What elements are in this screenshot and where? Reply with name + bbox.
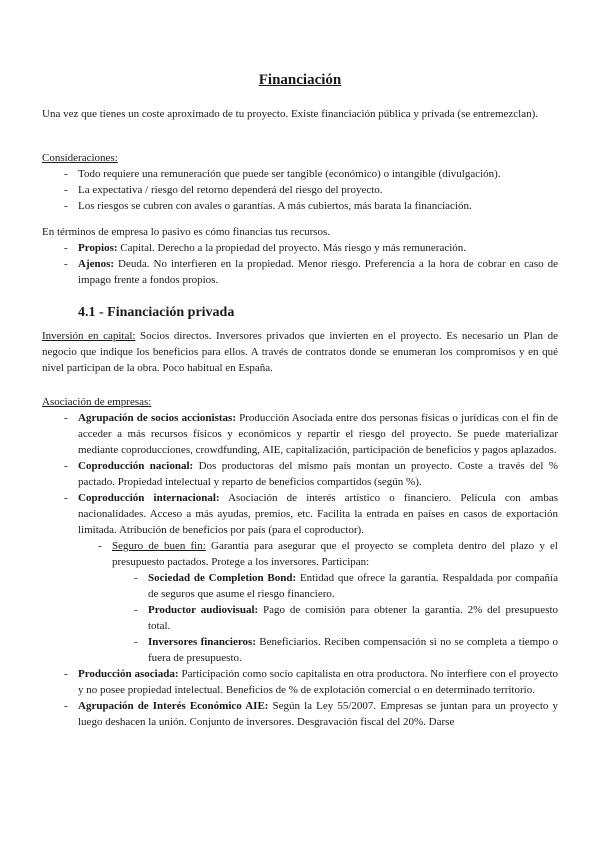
list-item (132, 602, 558, 634)
seguro-buen-fin-list (96, 538, 558, 666)
list-item-text: Garantía para asegurar que el proyecto se completa dentro del plazo y el presupuesto pactados. Protege a los inversores. Participan: (112, 540, 558, 568)
list-item (62, 458, 558, 490)
asociacion-empresas-heading (42, 394, 558, 410)
list-item-text: Participación como socio capitalista en otra productora. No interfiere con el proyecto y no posee propiedad intelectual. Beneficios de % de explotación comercial o en determinado territorio. (78, 668, 558, 696)
term-label: Ajenos: (78, 258, 115, 270)
term-label: Productor audiovisual: (148, 604, 259, 616)
list-item-text: Deuda. No interfieren en la propiedad. Menor riesgo. Preferencia a la hora de cobrar en caso de impago frente a fondos propios. (78, 258, 558, 286)
list-item-text: Beneficiarios. Reciben compensación si no se completa a tiempo o fuera de presupuesto. (148, 636, 558, 664)
list-item-text: Asociación de interés artístico o financiero. Película con ambas nacionalidades. Acceso a más ayudas, premios, etc. Facilita la entrada en países en casos de exportación limitada. Atribución de beneficios por país (para el coproductor). (78, 492, 558, 536)
term-label: Sociedad de Completion Bond: (148, 572, 297, 584)
list-item (96, 538, 558, 666)
consideraciones-list (62, 166, 558, 214)
list-item (132, 570, 558, 602)
consideraciones-heading (42, 150, 558, 166)
list-item-text: Según la Ley 55/2007. Empresas se juntan para un proyecto y luego deshacen la unión. Conjunto de inversores. Desgravación fiscal del 20%. Darse (78, 700, 558, 728)
term-label: Coproducción nacional: (78, 460, 194, 472)
term-label: Propios: (78, 242, 118, 254)
term-label: Seguro de buen fin: (112, 540, 206, 552)
list-item (62, 698, 558, 730)
list-item-text: Producción Asociada entre dos personas físicas o jurídicas con el fin de acceder a más recursos físicos y económicos y repartir el riesgo del proyecto. Se puede materializar mediante coproducciones, crowdfunding, AIE, capitalización, participación de beneficios y pagos aplazados. (78, 412, 558, 456)
list-item (62, 410, 558, 458)
seguro-participantes-list (132, 570, 558, 666)
list-item-text: Dos productoras del mismo país montan un proyecto. Coste a través del % pactado. Propiedad intelectual y reparto de beneficios compartidos (según %). (78, 460, 559, 488)
paragraph-text: Socios directos. Inversores privados que invierten en el proyecto. Es necesario un Plan de negocio que indique los beneficios para ellos. A través de contratos donde se enumeran los compromisos y en qué nivel participan de la obra. Poco habitual en España. (42, 330, 558, 374)
list-item-text: Los riesgos se cubren con avales o garantías. A más cubiertos, más barata la financiación. (78, 200, 472, 212)
list-item-text: Todo requiere una remuneración que puede ser tangible (económico) o intangible (divulgación). (78, 168, 501, 180)
term-label: Inversores financieros: (148, 636, 256, 648)
term-label: Producción asociada: (78, 668, 179, 680)
asociacion-empresas-heading-text: Asociación de empresas: (42, 396, 152, 408)
section-heading-financiacion-privada: 4.1 - Financiación privada (78, 305, 235, 320)
list-item (62, 666, 558, 698)
term-label: Coproducción internacional: (78, 492, 220, 504)
list-item (62, 490, 558, 666)
intro-paragraph: Una vez que tienes un coste aproximado de tu proyecto. Existe financiación pública y privada (se entremezclan). (42, 108, 539, 120)
list-item-text: Pago de comisión para obtener la garantía. 2% del presupuesto total. (148, 604, 558, 632)
inversion-capital-paragraph (42, 328, 558, 376)
asociacion-empresas-list (62, 410, 558, 730)
term-label: Agrupación de Interés Económico AIE: (78, 700, 269, 712)
list-item (132, 634, 558, 666)
list-item (62, 240, 558, 256)
document-title: Financiación (258, 72, 342, 88)
pasivo-list (62, 240, 558, 288)
list-item (62, 182, 558, 198)
consideraciones-heading-text: Consideraciones: (42, 152, 118, 164)
list-item-text: La expectativa / riesgo del retorno dependerá del riesgo del proyecto. (78, 184, 383, 196)
term-label: Agrupación de socios accionistas: (78, 412, 236, 424)
pasivo-paragraph: En términos de empresa lo pasivo es cómo financias tus recursos. (42, 226, 331, 238)
list-item (62, 198, 558, 214)
term-label: Inversión en capital: (42, 330, 136, 342)
list-item (62, 256, 558, 288)
list-item (62, 166, 558, 182)
list-item-text: Entidad que ofrece la garantía. Respaldada por compañía de seguros que asume el riesgo financiero. (148, 572, 558, 600)
list-item-text: Capital. Derecho a la propiedad del proyecto. Más riesgo y más remuneración. (117, 242, 467, 254)
